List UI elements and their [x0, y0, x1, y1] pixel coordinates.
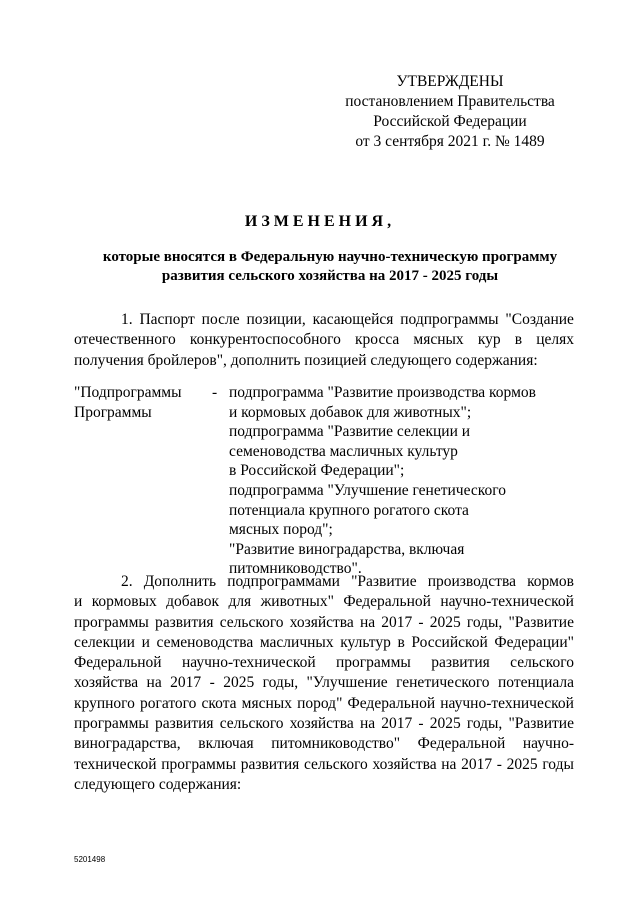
approval-block: [330, 72, 570, 152]
document-code: 5201498: [74, 855, 106, 864]
paragraph-line: технической программы развития сельского хозяйства на 2017 - 2025 годы: [74, 755, 574, 773]
document-title: ИЗМЕНЕНИЯ,: [244, 213, 396, 230]
approval-line: от 3 сентября 2021 г. № 1489: [355, 133, 545, 150]
definition-line: "Развитие виноградарства, включая: [229, 540, 465, 558]
paragraph-line: получения бройлеров", дополнить позицией следующего содержания:: [74, 351, 538, 369]
document-subtitle: [60, 248, 600, 286]
definition-line: и кормовых добавок для животных";: [229, 403, 472, 421]
definition-line: подпрограмма "Развитие селекции и: [229, 423, 471, 441]
term-line: "Подпрограммы: [74, 384, 182, 401]
definition-line: мясных пород";: [229, 521, 333, 539]
paragraph-line: хозяйства на 2017 - 2025 годы, "Улучшение генетического потенциала: [74, 674, 574, 692]
paragraph-1: [74, 310, 574, 371]
term-line: Программы: [74, 403, 152, 421]
definition-line: семеноводства масличных культур: [229, 442, 458, 460]
paragraph-line: крупного рогатого скота мясных пород" Федеральной научно-технической: [74, 694, 574, 712]
definition-line: подпрограмма "Развитие производства кормов: [229, 384, 536, 401]
paragraph-line: и кормовых добавок для животных" Федеральной научно-технической: [74, 593, 574, 611]
paragraph-line: 2. Дополнить подпрограммами "Развитие производства кормов: [121, 573, 574, 590]
subtitle-line: которые вносятся в Федеральную научно-техническую программу: [102, 249, 558, 265]
paragraph-line: 1. Паспорт после позиции, касающейся подпрограммы "Создание: [121, 311, 574, 328]
paragraph-line: программы развития сельского хозяйства на 2017 - 2025 годы, "Развитие: [74, 715, 574, 733]
subtitle-line: развития сельского хозяйства на 2017 - 2025 годы: [161, 268, 499, 284]
definition-line: питомниководство".: [229, 560, 362, 578]
paragraph-line: селекции и семеноводства масличных культур в Российской Федерации": [74, 633, 574, 651]
position-term: [74, 383, 182, 422]
approval-line: УТВЕРЖДЕНЫ: [396, 73, 504, 90]
paragraph-line: виноградарства, включая питомниководство" Федеральной научно-: [74, 735, 574, 753]
paragraph-line: Федеральной научно-технической программы развития сельского: [74, 654, 574, 672]
paragraph-2: [74, 572, 574, 795]
position-dash: -: [212, 384, 218, 401]
approval-line: постановлением Правительства: [345, 93, 555, 110]
definition-line: подпрограмма "Улучшение генетического: [229, 481, 506, 499]
position-definition: [229, 383, 536, 579]
definition-line: в Российской Федерации";: [229, 462, 405, 480]
paragraph-line: программы развития сельского хозяйства на 2017 - 2025 годы, "Развитие: [74, 613, 574, 631]
paragraph-line: отечественного конкурентоспособного кросса мясных кур в целях: [74, 331, 574, 349]
definition-line: потенциала крупного рогатого скота: [229, 501, 469, 519]
paragraph-line: следующего содержания:: [74, 775, 242, 793]
approval-line: Российской Федерации: [373, 113, 527, 130]
